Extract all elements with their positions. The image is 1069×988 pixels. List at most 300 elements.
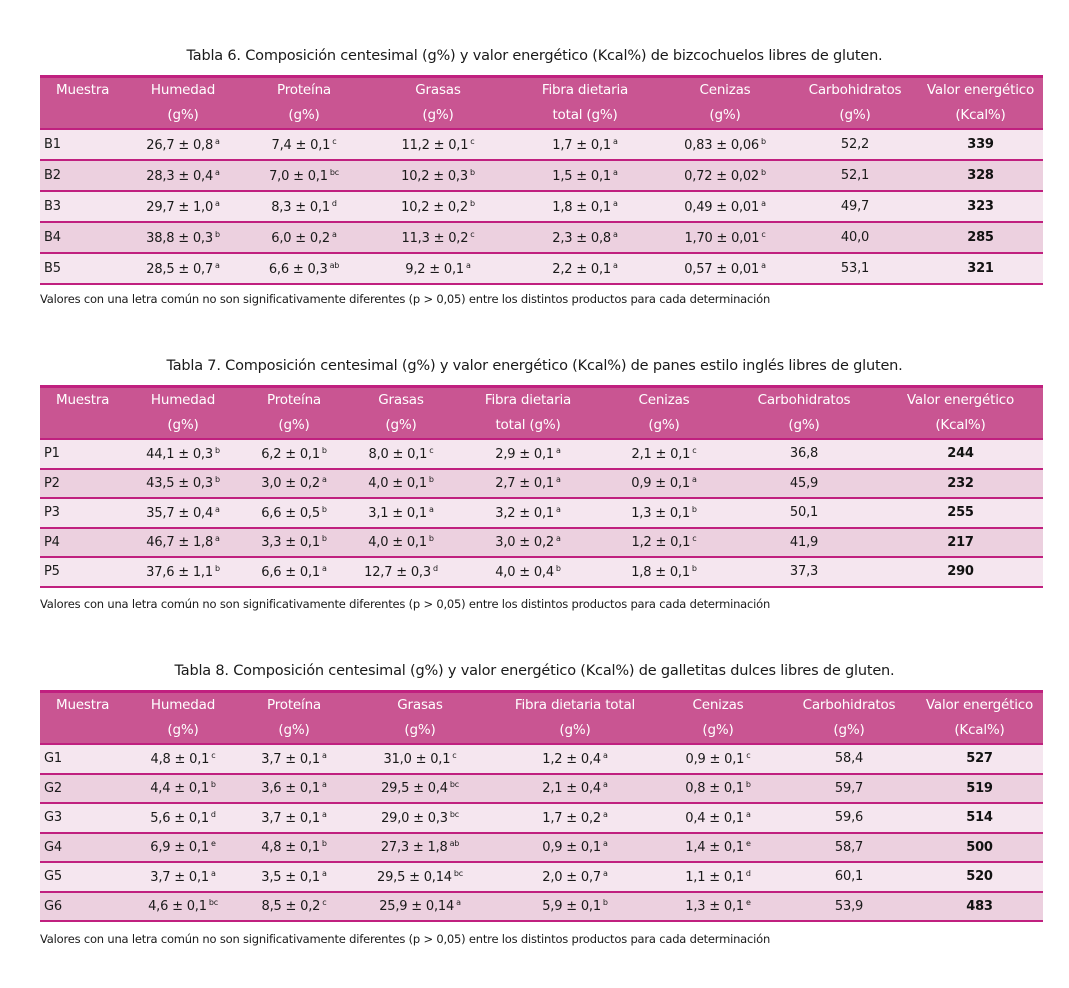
significance-letter: b: [214, 475, 220, 485]
fibra-cell: [458, 439, 598, 469]
value: 1,4 ± 0,1: [685, 840, 744, 856]
significance-letter: a: [603, 868, 608, 878]
significance-letter: b: [214, 445, 220, 455]
proteina-cell: [244, 469, 344, 499]
table-7-note: Valores con una letra común no son significativamente diferentes (p > 0,05) entre los distintos productos para cada determinación: [40, 597, 771, 611]
cenizas-cell: [654, 833, 782, 863]
significance-letter: bc: [329, 167, 339, 177]
cenizas-cell: [658, 222, 792, 253]
value: 4,8 ± 0,1: [261, 840, 320, 856]
value: 5,9 ± 0,1: [542, 899, 601, 915]
fibra-cell: [458, 557, 598, 587]
significance-letter: a: [466, 260, 471, 270]
significance-letter: a: [613, 136, 618, 146]
proteina-cell: [244, 498, 344, 528]
value: 3,7 ± 0,1: [261, 810, 320, 826]
significance-letter: b: [321, 445, 327, 455]
significance-letter: a: [692, 475, 697, 485]
significance-letter: a: [761, 198, 766, 208]
fibra-cell: [512, 222, 658, 253]
significance-letter: ab: [329, 260, 340, 270]
significance-letter: c: [322, 898, 327, 908]
significance-letter: a: [613, 229, 618, 239]
grasas-cell: [344, 744, 496, 774]
header-row: [40, 77, 1043, 104]
value: 0,8 ± 0,1: [685, 781, 744, 797]
significance-letter: c: [692, 534, 697, 544]
significance-letter: b: [214, 229, 220, 239]
grasas-cell: [364, 191, 512, 222]
value: 6,6 ± 0,1: [261, 564, 320, 580]
sample-cell: G6: [40, 892, 122, 922]
value: 46,7 ± 1,8: [146, 535, 214, 551]
table-row: [40, 129, 1043, 160]
fibra-cell: [512, 191, 658, 222]
table-row: [40, 469, 1043, 499]
value: 8,3 ± 0,1: [271, 199, 330, 215]
sample-cell: P5: [40, 557, 122, 587]
significance-letter: a: [456, 898, 461, 908]
table-row: [40, 557, 1043, 587]
significance-letter: a: [613, 260, 618, 270]
significance-letter: e: [745, 839, 751, 849]
table-7: [40, 385, 1043, 588]
significance-letter: b: [760, 167, 766, 177]
value: 43,5 ± 0,3: [146, 476, 213, 492]
column-header: Carbohidratos: [730, 387, 878, 414]
column-header: (Kcal%): [918, 103, 1043, 129]
value: 3,2 ± 0,1: [495, 505, 554, 521]
cenizas-cell: [658, 129, 792, 160]
column-header: (g%): [364, 103, 512, 129]
carbohidratos-cell: 36,8: [730, 439, 878, 469]
kcal-cell: 500: [916, 833, 1043, 863]
significance-letter: a: [215, 260, 220, 270]
column-header: (g%): [122, 718, 244, 744]
proteina-cell: [244, 774, 344, 804]
value: 2,1 ± 0,4: [542, 781, 601, 797]
sample-cell: P4: [40, 528, 122, 558]
proteina-cell: [244, 160, 364, 191]
significance-letter: c: [692, 445, 697, 455]
significance-letter: a: [322, 868, 327, 878]
column-header: Valor energético: [878, 387, 1043, 414]
value: 3,7 ± 0,1: [261, 751, 320, 767]
significance-letter: a: [215, 504, 220, 514]
value: 1,7 ± 0,1: [552, 137, 611, 153]
value: 5,6 ± 0,1: [150, 810, 209, 826]
significance-letter: c: [429, 445, 434, 455]
column-header: (Kcal%): [916, 718, 1043, 744]
proteina-cell: [244, 528, 344, 558]
proteina-cell: [244, 862, 344, 892]
carbohidratos-cell: 58,4: [782, 744, 916, 774]
column-header: Humedad: [122, 387, 244, 414]
humedad-cell: [122, 439, 244, 469]
value: 7,0 ± 0,1: [269, 168, 328, 184]
kcal-cell: 483: [916, 892, 1043, 922]
significance-letter: bc: [449, 780, 459, 790]
significance-letter: a: [613, 198, 618, 208]
header-row: [40, 387, 1043, 414]
table-row: [40, 160, 1043, 191]
humedad-cell: [122, 862, 244, 892]
value: 0,9 ± 0,1: [685, 751, 745, 767]
significance-letter: b: [691, 563, 697, 573]
value: 31,0 ± 0,1: [383, 751, 451, 767]
sample-cell: B4: [40, 222, 122, 253]
table-6-note: Valores con una letra común no son significativamente diferentes (p > 0,05) entre los distintos productos para cada determinación: [40, 292, 771, 306]
value: 0,72 ± 0,02: [684, 168, 759, 184]
sample-cell: B3: [40, 191, 122, 222]
column-header: Cenizas: [658, 77, 792, 104]
kcal-cell: 232: [878, 469, 1043, 499]
value: 3,0 ± 0,2: [261, 476, 320, 492]
column-header: (g%): [244, 718, 344, 744]
significance-letter: b: [602, 898, 608, 908]
table-row: [40, 774, 1043, 804]
kcal-cell: 527: [916, 744, 1043, 774]
value: 29,5 ± 0,14: [377, 869, 452, 885]
column-header: (g%): [730, 413, 878, 439]
humedad-cell: [122, 160, 244, 191]
carbohidratos-cell: 59,6: [782, 803, 916, 833]
grasas-cell: [364, 253, 512, 284]
significance-letter: a: [613, 167, 618, 177]
value: 7,4 ± 0,1: [271, 137, 331, 153]
humedad-cell: [122, 129, 244, 160]
column-header: Proteína: [244, 77, 364, 104]
fibra-cell: [496, 803, 654, 833]
table-6-caption: Tabla 6. Composición centesimal (g%) y valor energético (Kcal%) de bizcochuelos libres de gluten.: [186, 48, 883, 64]
grasas-cell: [364, 160, 512, 191]
significance-letter: c: [746, 750, 751, 760]
proteina-cell: [244, 744, 344, 774]
value: 3,6 ± 0,1: [261, 781, 320, 797]
value: 6,0 ± 0,2: [271, 230, 330, 246]
column-header: Cenizas: [654, 692, 782, 719]
header-row: [40, 413, 1043, 439]
humedad-cell: [122, 253, 244, 284]
cenizas-cell: [654, 803, 782, 833]
value: 10,2 ± 0,3: [401, 168, 468, 184]
proteina-cell: [244, 191, 364, 222]
significance-letter: c: [332, 136, 337, 146]
significance-letter: a: [215, 534, 220, 544]
table-8-note: Valores con una letra común no son significativamente diferentes (p > 0,05) entre los distintos productos para cada determinación: [40, 932, 771, 946]
significance-letter: a: [603, 839, 608, 849]
table-row: [40, 498, 1043, 528]
table-row: [40, 528, 1043, 558]
value: 3,7 ± 0,1: [150, 869, 209, 885]
significance-letter: a: [556, 504, 561, 514]
significance-letter: a: [322, 563, 327, 573]
cenizas-cell: [658, 191, 792, 222]
cenizas-cell: [658, 253, 792, 284]
value: 1,8 ± 0,1: [631, 564, 690, 580]
significance-letter: b: [214, 563, 220, 573]
carbohidratos-cell: 50,1: [730, 498, 878, 528]
significance-letter: b: [321, 839, 327, 849]
humedad-cell: [122, 803, 244, 833]
kcal-cell: 321: [918, 253, 1043, 284]
value: 37,6 ± 1,1: [146, 564, 213, 580]
cenizas-cell: [654, 892, 782, 922]
significance-letter: a: [761, 260, 766, 270]
kcal-cell: 217: [878, 528, 1043, 558]
significance-letter: c: [211, 750, 216, 760]
sample-cell: P1: [40, 439, 122, 469]
value: 10,2 ± 0,2: [401, 199, 468, 215]
significance-letter: a: [556, 475, 561, 485]
grasas-cell: [364, 129, 512, 160]
grasas-cell: [344, 469, 458, 499]
value: 2,0 ± 0,7: [542, 869, 601, 885]
proteina-cell: [244, 253, 364, 284]
value: 2,3 ± 0,8: [552, 230, 611, 246]
kcal-cell: 519: [916, 774, 1043, 804]
significance-letter: b: [428, 534, 434, 544]
significance-letter: e: [745, 898, 751, 908]
significance-letter: b: [210, 780, 216, 790]
significance-letter: b: [745, 780, 751, 790]
column-header: Cenizas: [598, 387, 730, 414]
table-row: [40, 439, 1043, 469]
significance-letter: a: [603, 809, 608, 819]
carbohidratos-cell: 37,3: [730, 557, 878, 587]
sample-cell: P3: [40, 498, 122, 528]
table-row: [40, 744, 1043, 774]
column-header: (g%): [344, 413, 458, 439]
column-header: Carbohidratos: [792, 77, 918, 104]
grasas-cell: [364, 222, 512, 253]
column-header: (Kcal%): [878, 413, 1043, 439]
value: 38,8 ± 0,3: [146, 230, 213, 246]
proteina-cell: [244, 833, 344, 863]
humedad-cell: [122, 774, 244, 804]
column-header: Proteína: [244, 692, 344, 719]
column-header: Valor energético: [916, 692, 1043, 719]
value: 1,1 ± 0,1: [685, 869, 744, 885]
significance-letter: e: [210, 839, 216, 849]
table-8-caption: Tabla 8. Composición centesimal (g%) y valor energético (Kcal%) de galletitas dulces libres de gluten.: [174, 663, 895, 679]
cenizas-cell: [598, 498, 730, 528]
column-header: total (g%): [458, 413, 598, 439]
value: 3,5 ± 0,1: [261, 869, 320, 885]
value: 4,4 ± 0,1: [150, 781, 209, 797]
column-header: Fibra dietaria total: [496, 692, 654, 719]
significance-letter: b: [555, 563, 561, 573]
cenizas-cell: [654, 774, 782, 804]
significance-letter: a: [603, 750, 608, 760]
humedad-cell: [122, 833, 244, 863]
significance-letter: b: [321, 534, 327, 544]
grasas-cell: [344, 803, 496, 833]
significance-letter: a: [322, 750, 327, 760]
column-header: (g%): [244, 103, 364, 129]
sample-cell: B2: [40, 160, 122, 191]
grasas-cell: [344, 833, 496, 863]
significance-letter: a: [332, 229, 337, 239]
value: 2,1 ± 0,1: [631, 446, 691, 462]
table-8: [40, 690, 1043, 922]
value: 12,7 ± 0,3: [364, 564, 431, 580]
significance-letter: c: [761, 229, 766, 239]
significance-letter: a: [322, 809, 327, 819]
sample-cell: B5: [40, 253, 122, 284]
humedad-cell: [122, 469, 244, 499]
sample-cell: G3: [40, 803, 122, 833]
value: 0,49 ± 0,01: [684, 199, 760, 215]
significance-letter: b: [469, 198, 475, 208]
fibra-cell: [496, 774, 654, 804]
column-header: Carbohidratos: [782, 692, 916, 719]
column-header: (g%): [344, 718, 496, 744]
table-row: [40, 862, 1043, 892]
column-header: (g%): [782, 718, 916, 744]
value: 29,5 ± 0,4: [381, 781, 448, 797]
sample-cell: G1: [40, 744, 122, 774]
header-row: [40, 692, 1043, 719]
significance-letter: a: [215, 167, 220, 177]
value: 3,3 ± 0,1: [261, 535, 320, 551]
grasas-cell: [344, 892, 496, 922]
column-header: Fibra dietaria: [512, 77, 658, 104]
kcal-cell: 290: [878, 557, 1043, 587]
significance-letter: c: [452, 750, 457, 760]
value: 26,7 ± 0,8: [146, 137, 214, 153]
value: 29,0 ± 0,3: [381, 810, 448, 826]
column-header: total (g%): [512, 103, 658, 129]
proteina-cell: [244, 892, 344, 922]
humedad-cell: [122, 528, 244, 558]
humedad-cell: [122, 744, 244, 774]
significance-letter: ab: [449, 839, 460, 849]
carbohidratos-cell: 40,0: [792, 222, 918, 253]
carbohidratos-cell: 45,9: [730, 469, 878, 499]
header-row: [40, 103, 1043, 129]
significance-letter: d: [432, 563, 438, 573]
humedad-cell: [122, 557, 244, 587]
value: 29,7 ± 1,0: [146, 199, 214, 215]
fibra-cell: [512, 253, 658, 284]
significance-letter: c: [470, 136, 475, 146]
fibra-cell: [512, 129, 658, 160]
significance-letter: a: [746, 809, 751, 819]
grasas-cell: [344, 439, 458, 469]
kcal-cell: 244: [878, 439, 1043, 469]
value: 6,2 ± 0,1: [261, 446, 320, 462]
column-header: [40, 718, 122, 744]
column-header: (g%): [244, 413, 344, 439]
significance-letter: a: [322, 475, 327, 485]
value: 1,3 ± 0,1: [685, 899, 744, 915]
significance-letter: d: [331, 198, 337, 208]
value: 1,2 ± 0,4: [542, 751, 601, 767]
carbohidratos-cell: 52,1: [792, 160, 918, 191]
value: 6,6 ± 0,3: [268, 261, 328, 277]
carbohidratos-cell: 53,9: [782, 892, 916, 922]
value: 4,0 ± 0,1: [368, 535, 427, 551]
table-row: [40, 222, 1043, 253]
fibra-cell: [496, 744, 654, 774]
grasas-cell: [344, 557, 458, 587]
kcal-cell: 514: [916, 803, 1043, 833]
table-row: [40, 191, 1043, 222]
cenizas-cell: [654, 862, 782, 892]
column-header: Humedad: [122, 692, 244, 719]
value: 4,0 ± 0,4: [495, 564, 554, 580]
column-header: Muestra: [40, 77, 122, 104]
carbohidratos-cell: 49,7: [792, 191, 918, 222]
carbohidratos-cell: 53,1: [792, 253, 918, 284]
column-header: Fibra dietaria: [458, 387, 598, 414]
value: 9,2 ± 0,1: [405, 261, 464, 277]
significance-letter: b: [428, 475, 434, 485]
grasas-cell: [344, 774, 496, 804]
fibra-cell: [496, 862, 654, 892]
kcal-cell: 328: [918, 160, 1043, 191]
humedad-cell: [122, 191, 244, 222]
column-header: (g%): [598, 413, 730, 439]
fibra-cell: [496, 833, 654, 863]
cenizas-cell: [598, 557, 730, 587]
significance-letter: a: [556, 534, 561, 544]
value: 0,83 ± 0,06: [684, 137, 759, 153]
grasas-cell: [344, 862, 496, 892]
significance-letter: a: [429, 504, 434, 514]
value: 8,5 ± 0,2: [261, 899, 321, 915]
significance-letter: d: [210, 809, 216, 819]
value: 6,6 ± 0,5: [261, 505, 320, 521]
value: 1,2 ± 0,1: [631, 535, 691, 551]
value: 35,7 ± 0,4: [146, 505, 214, 521]
cenizas-cell: [598, 469, 730, 499]
column-header: (g%): [654, 718, 782, 744]
carbohidratos-cell: 52,2: [792, 129, 918, 160]
grasas-cell: [344, 528, 458, 558]
column-header: (g%): [122, 103, 244, 129]
sample-cell: P2: [40, 469, 122, 499]
value: 6,9 ± 0,1: [150, 840, 209, 856]
column-header: Grasas: [344, 692, 496, 719]
column-header: Muestra: [40, 387, 122, 414]
value: 1,3 ± 0,1: [631, 505, 690, 521]
value: 4,8 ± 0,1: [150, 751, 210, 767]
value: 8,0 ± 0,1: [368, 446, 428, 462]
carbohidratos-cell: 59,7: [782, 774, 916, 804]
humedad-cell: [122, 222, 244, 253]
fibra-cell: [512, 160, 658, 191]
significance-letter: b: [691, 504, 697, 514]
value: 2,7 ± 0,1: [495, 476, 554, 492]
value: 1,70 ± 0,01: [684, 230, 760, 246]
column-header: Muestra: [40, 692, 122, 719]
header-row: [40, 718, 1043, 744]
cenizas-cell: [598, 439, 730, 469]
value: 1,7 ± 0,2: [542, 810, 601, 826]
value: 4,6 ± 0,1: [148, 899, 207, 915]
column-header: (g%): [122, 413, 244, 439]
column-header: Grasas: [364, 77, 512, 104]
significance-letter: d: [745, 868, 751, 878]
value: 4,0 ± 0,1: [368, 476, 427, 492]
value: 27,3 ± 1,8: [380, 840, 448, 856]
carbohidratos-cell: 58,7: [782, 833, 916, 863]
carbohidratos-cell: 41,9: [730, 528, 878, 558]
significance-letter: a: [215, 136, 220, 146]
value: 0,9 ± 0,1: [542, 840, 601, 856]
